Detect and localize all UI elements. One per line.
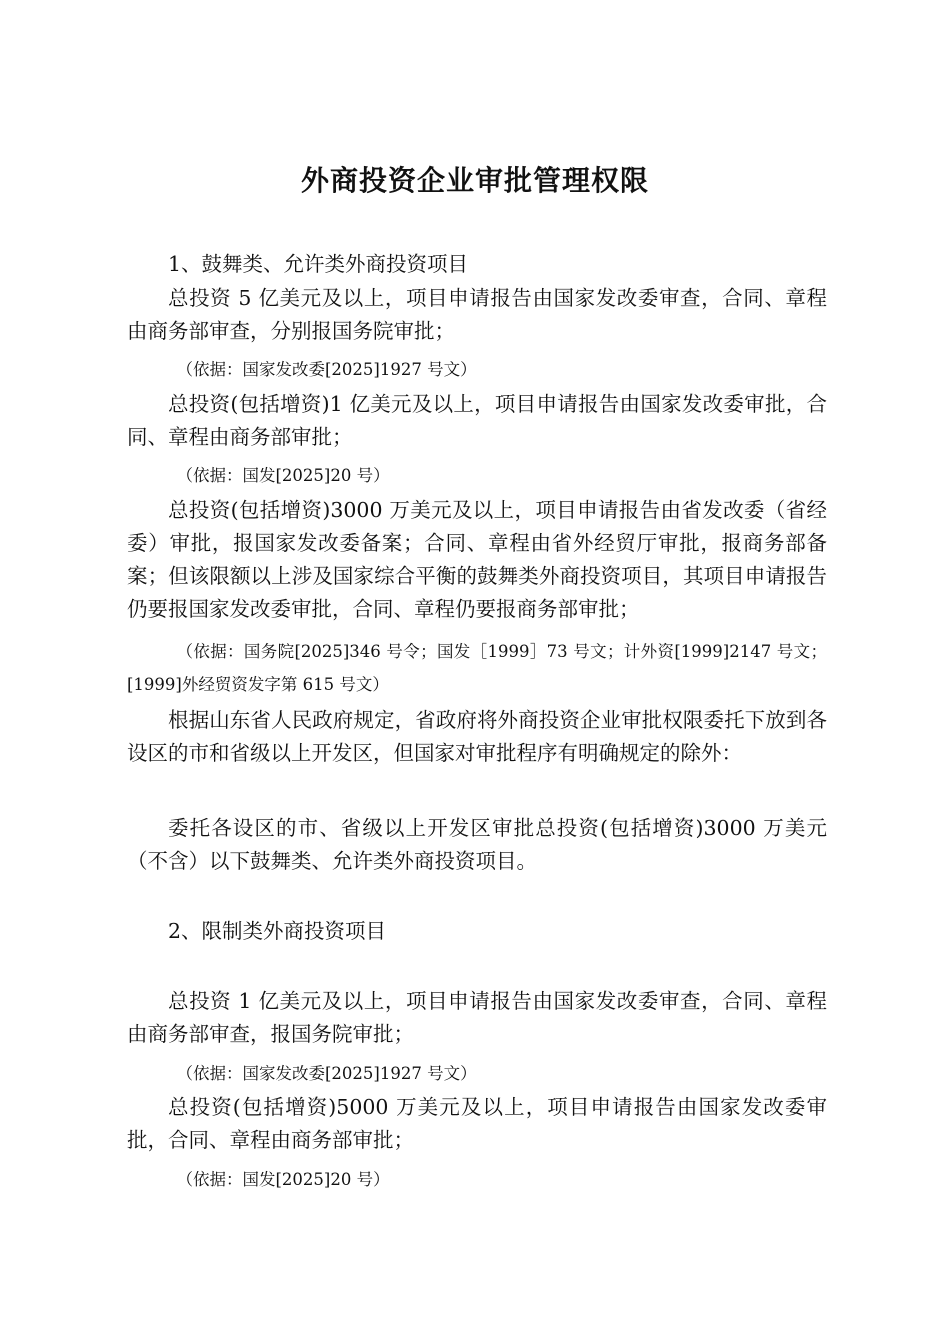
section-2-paragraph: 总投资(包括增资)5000 万美元及以上，项目申请报告由国家发改委审批，合同、章程由商务部审批； [127, 1095, 827, 1152]
section-2-basis-note: （依据：国发[2025]20 号） [176, 1170, 390, 1189]
section-1-paragraph: 委托各设区的市、省级以上开发区审批总投资(包括增资)3000 万美元（不含）以下鼓舞类、允许类外商投资项目。 [127, 816, 827, 873]
section-1-paragraph: 总投资(包括增资)3000 万美元及以上，项目申请报告由省发改委（省经委）审批，报国家发改委备案；合同、章程由省外经贸厅审批，报商务部备案；但该限额以上涉及国家综合平衡的鼓舞类外商投资项目，其项目申请报告仍要报国家发改委审批，合同、章程仍要报商务部审批； [127, 498, 827, 621]
section-1-basis-note: （依据：国务院[2025]346 号令；国发［1999］73 号文；计外资[1999]2147 号文；[1999]外经贸资发字第 615 号文） [127, 642, 827, 694]
section-1-basis-note: （依据：国发[2025]20 号） [176, 466, 390, 485]
section-2-basis-note: （依据：国家发改委[2025]1927 号文） [176, 1064, 477, 1083]
section-2-heading: 2、限制类外商投资项目 [168, 919, 387, 943]
section-1-paragraph: 总投资(包括增资)1 亿美元及以上，项目申请报告由国家发改委审批，合同、章程由商务部审批； [127, 392, 827, 449]
section-1-basis-note: （依据：国家发改委[2025]1927 号文） [176, 360, 477, 379]
section-1-heading: 1、鼓舞类、允许类外商投资项目 [168, 252, 469, 276]
section-2-paragraph: 总投资 1 亿美元及以上，项目申请报告由国家发改委审查，合同、章程由商务部审查，报国务院审批； [127, 989, 827, 1046]
section-1-paragraph: 根据山东省人民政府规定，省政府将外商投资企业审批权限委托下放到各设区的市和省级以上开发区，但国家对审批程序有明确规定的除外： [127, 708, 827, 765]
section-1-paragraph: 总投资 5 亿美元及以上，项目申请报告由国家发改委审查，合同、章程由商务部审查，分别报国务院审批； [127, 286, 827, 343]
document-title: 外商投资企业审批管理权限 [300, 164, 649, 197]
